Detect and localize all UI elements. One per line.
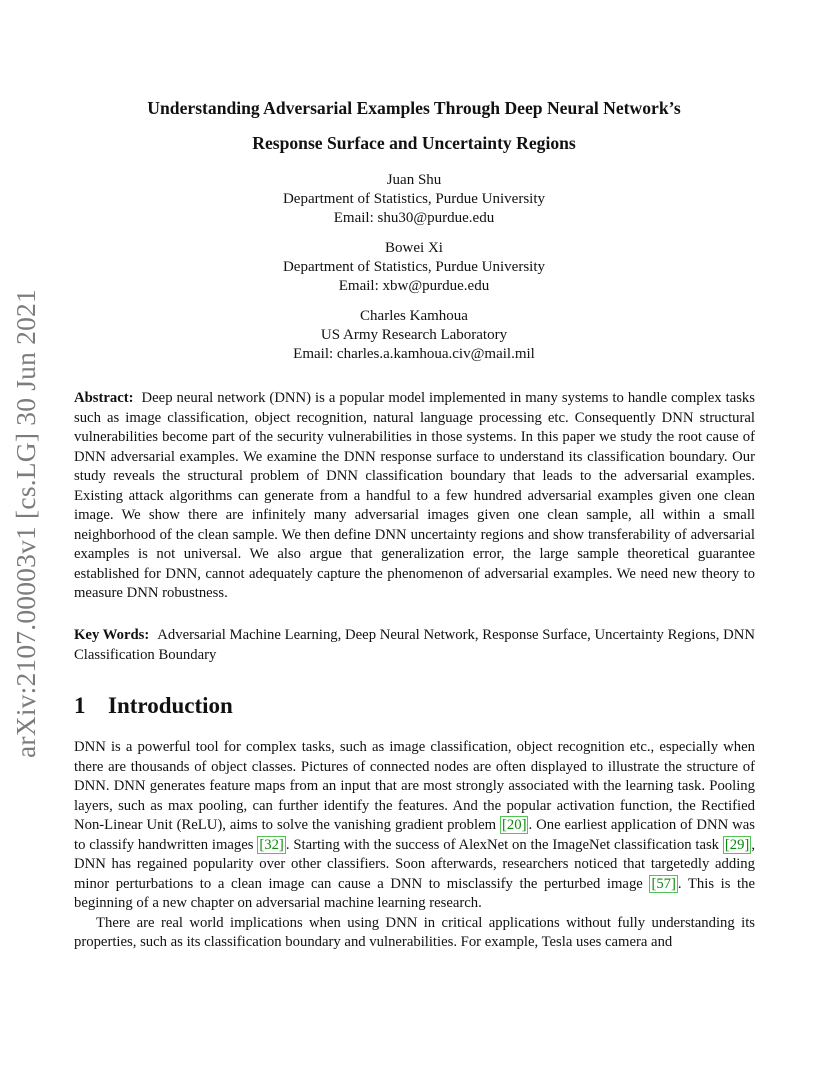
author-block [160,171,668,228]
section-number: 1 [74,693,86,718]
keywords [74,626,755,665]
citation-link[interactable]: [57] [651,875,676,892]
author-name: Bowei Xi [385,240,443,256]
citation-link[interactable]: [29] [724,836,750,853]
abstract [74,389,755,604]
paper-title-line-2: Response Surface and Uncertainty Regions [252,133,576,153]
intro-paragraph-1 [74,738,755,914]
abstract-text: Deep neural network (DNN) is a popular model implemented in many systems to handle complex tasks such as image classification, object recognition, natural language processing etc. Consequently DNN structural vulnerabilities become part of the security vulnerabilities in those systems. In this paper we study the root cause of DNN adversarial examples. We examine the DNN response surface to understand its classification boundary. Our study reveals the structural problem of DNN classification boundary that leads to the adversarial examples. Existing attack algorithms can generate from a handful to a few hundred adversarial examples given one clean image. We show there are infinitely many adversarial images given one clean sample, all within a small neighborhood of the clean sample. We then define DNN uncertainty regions and show transferability of adversarial examples is not universal. We also argue that generalization error, the large sample theoretical guarantee established for DNN, cannot adequately capture the phenomenon of adversarial examples. We need new theory to measure DNN robustness. [74,390,755,601]
intro-text: , DNN has regained popularity over other classifiers. Soon afterwards, researchers noticed that targetedly adding minor perturbations to a clean image can cause a DNN to misclassify the perturbed image [74,836,755,892]
citation-link[interactable]: [32] [259,836,284,853]
section-title: Introduction [108,693,233,718]
keywords-text: Adversarial Machine Learning, Deep Neural Network, Response Surface, Uncertainty Regions, DNN Classification Boundary [74,627,755,663]
intro-text: DNN is a powerful tool for complex tasks, such as image classification, object recognition etc., especially when there are thousands of object classes. Pictures of connected nodes are often displayed to illustrate the structure of DNN. DNN generates feature maps from an input that are most strongly associated with the learning task. Pooling layers, such as max pooling, can further identify the features. And the popular activation function, the Rectified Non-Linear Unit (ReLU), aims to solve the vanishing gradient problem [74,739,755,833]
paper-title-line-1: Understanding Adversarial Examples Through Deep Neural Network’s [147,98,681,118]
author-block [160,307,668,364]
author-name: Charles Kamhoua [360,308,468,324]
intro-text: . Starting with the success of AlexNet on the ImageNet classification task [285,836,723,853]
author-email: Email: xbw@purdue.edu [338,278,490,294]
intro-text: . This is the beginning of a new chapter on adversarial machine learning research. [74,875,755,911]
author-name: Juan Shu [386,172,442,188]
author-affiliation: Department of Statistics, Purdue University [282,191,546,207]
citation-link[interactable]: [20] [501,817,527,833]
author-block [160,239,668,296]
author-affiliation: US Army Research Laboratory [320,327,508,343]
author-email: Email: charles.a.kamhoua.civ@mail.mil [293,346,535,362]
keywords-label: Key Words: [74,627,150,643]
section-heading [74,693,233,719]
abstract-label: Abstract: [74,390,134,406]
arxiv-identifier-stamp: arXiv:2107.00003v1 [cs.LG] 30 Jun 2021 [10,289,41,758]
introduction-body [74,738,755,953]
intro-paragraph-2: There are real world implications when using DNN in critical applications without fully understanding its properties, such as its classification boundary and vulnerabilities. For example, Tesla uses camera and [74,914,755,950]
intro-text: . One earliest application of DNN was to classify handwritten images [74,817,755,853]
author-email: Email: shu30@purdue.edu [333,210,495,226]
author-affiliation: Department of Statistics, Purdue University [282,259,546,275]
